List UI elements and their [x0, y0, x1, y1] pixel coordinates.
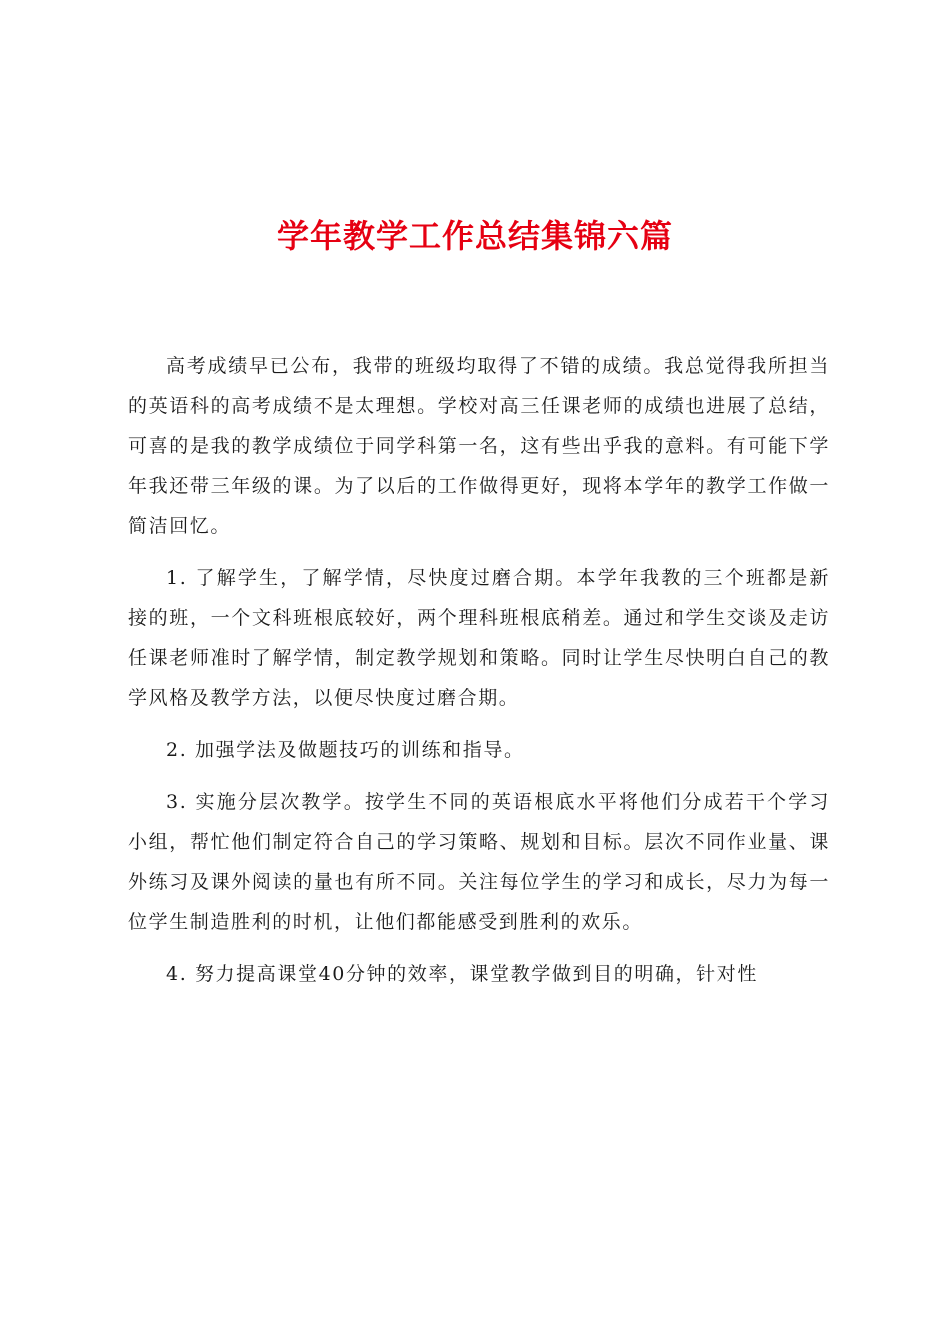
document-title: 学年教学工作总结集锦六篇 — [276, 217, 673, 255]
paragraph-item-4: 4. 努力提高课堂40分钟的效率，课堂教学做到目的明确，针对性 — [166, 963, 758, 985]
paragraph-item-2: 2. 加强学法及做题技巧的训练和指导。 — [166, 739, 525, 761]
paragraph-item-3: 3. 实施分层次教学。按学生不同的英语根底水平将他们分成若干个学习小组，帮忙他们制定符合自己的学习策略、规划和目标。层次不同作业量、课外练习及课外阅读的量也有所不同。关注每位学生的学习和成长，尽力为每一位学生制造胜利的时机，让他们都能感受到胜利的欢乐。 — [128, 791, 830, 933]
paragraph-item-1: 1. 了解学生，了解学情，尽快度过磨合期。本学年我教的三个班都是新接的班，一个文科班根底较好，两个理科班根底稍差。通过和学生交谈及走访任课老师准时了解学情，制定教学规划和策略。同时让学生尽快明白自己的教学风格及教学方法，以便尽快度过磨合期。 — [128, 567, 830, 709]
paragraph-intro: 高考成绩早已公布，我带的班级均取得了不错的成绩。我总觉得我所担当的英语科的高考成绩不是太理想。学校对高三任课老师的成绩也进展了总结，可喜的是我的教学成绩位于同学科第一名，这有些出乎我的意料。有可能下学年我还带三年级的课。为了以后的工作做得更好，现将本学年的教学工作做一简洁回忆。 — [128, 355, 830, 537]
document-body — [128, 346, 830, 1004]
